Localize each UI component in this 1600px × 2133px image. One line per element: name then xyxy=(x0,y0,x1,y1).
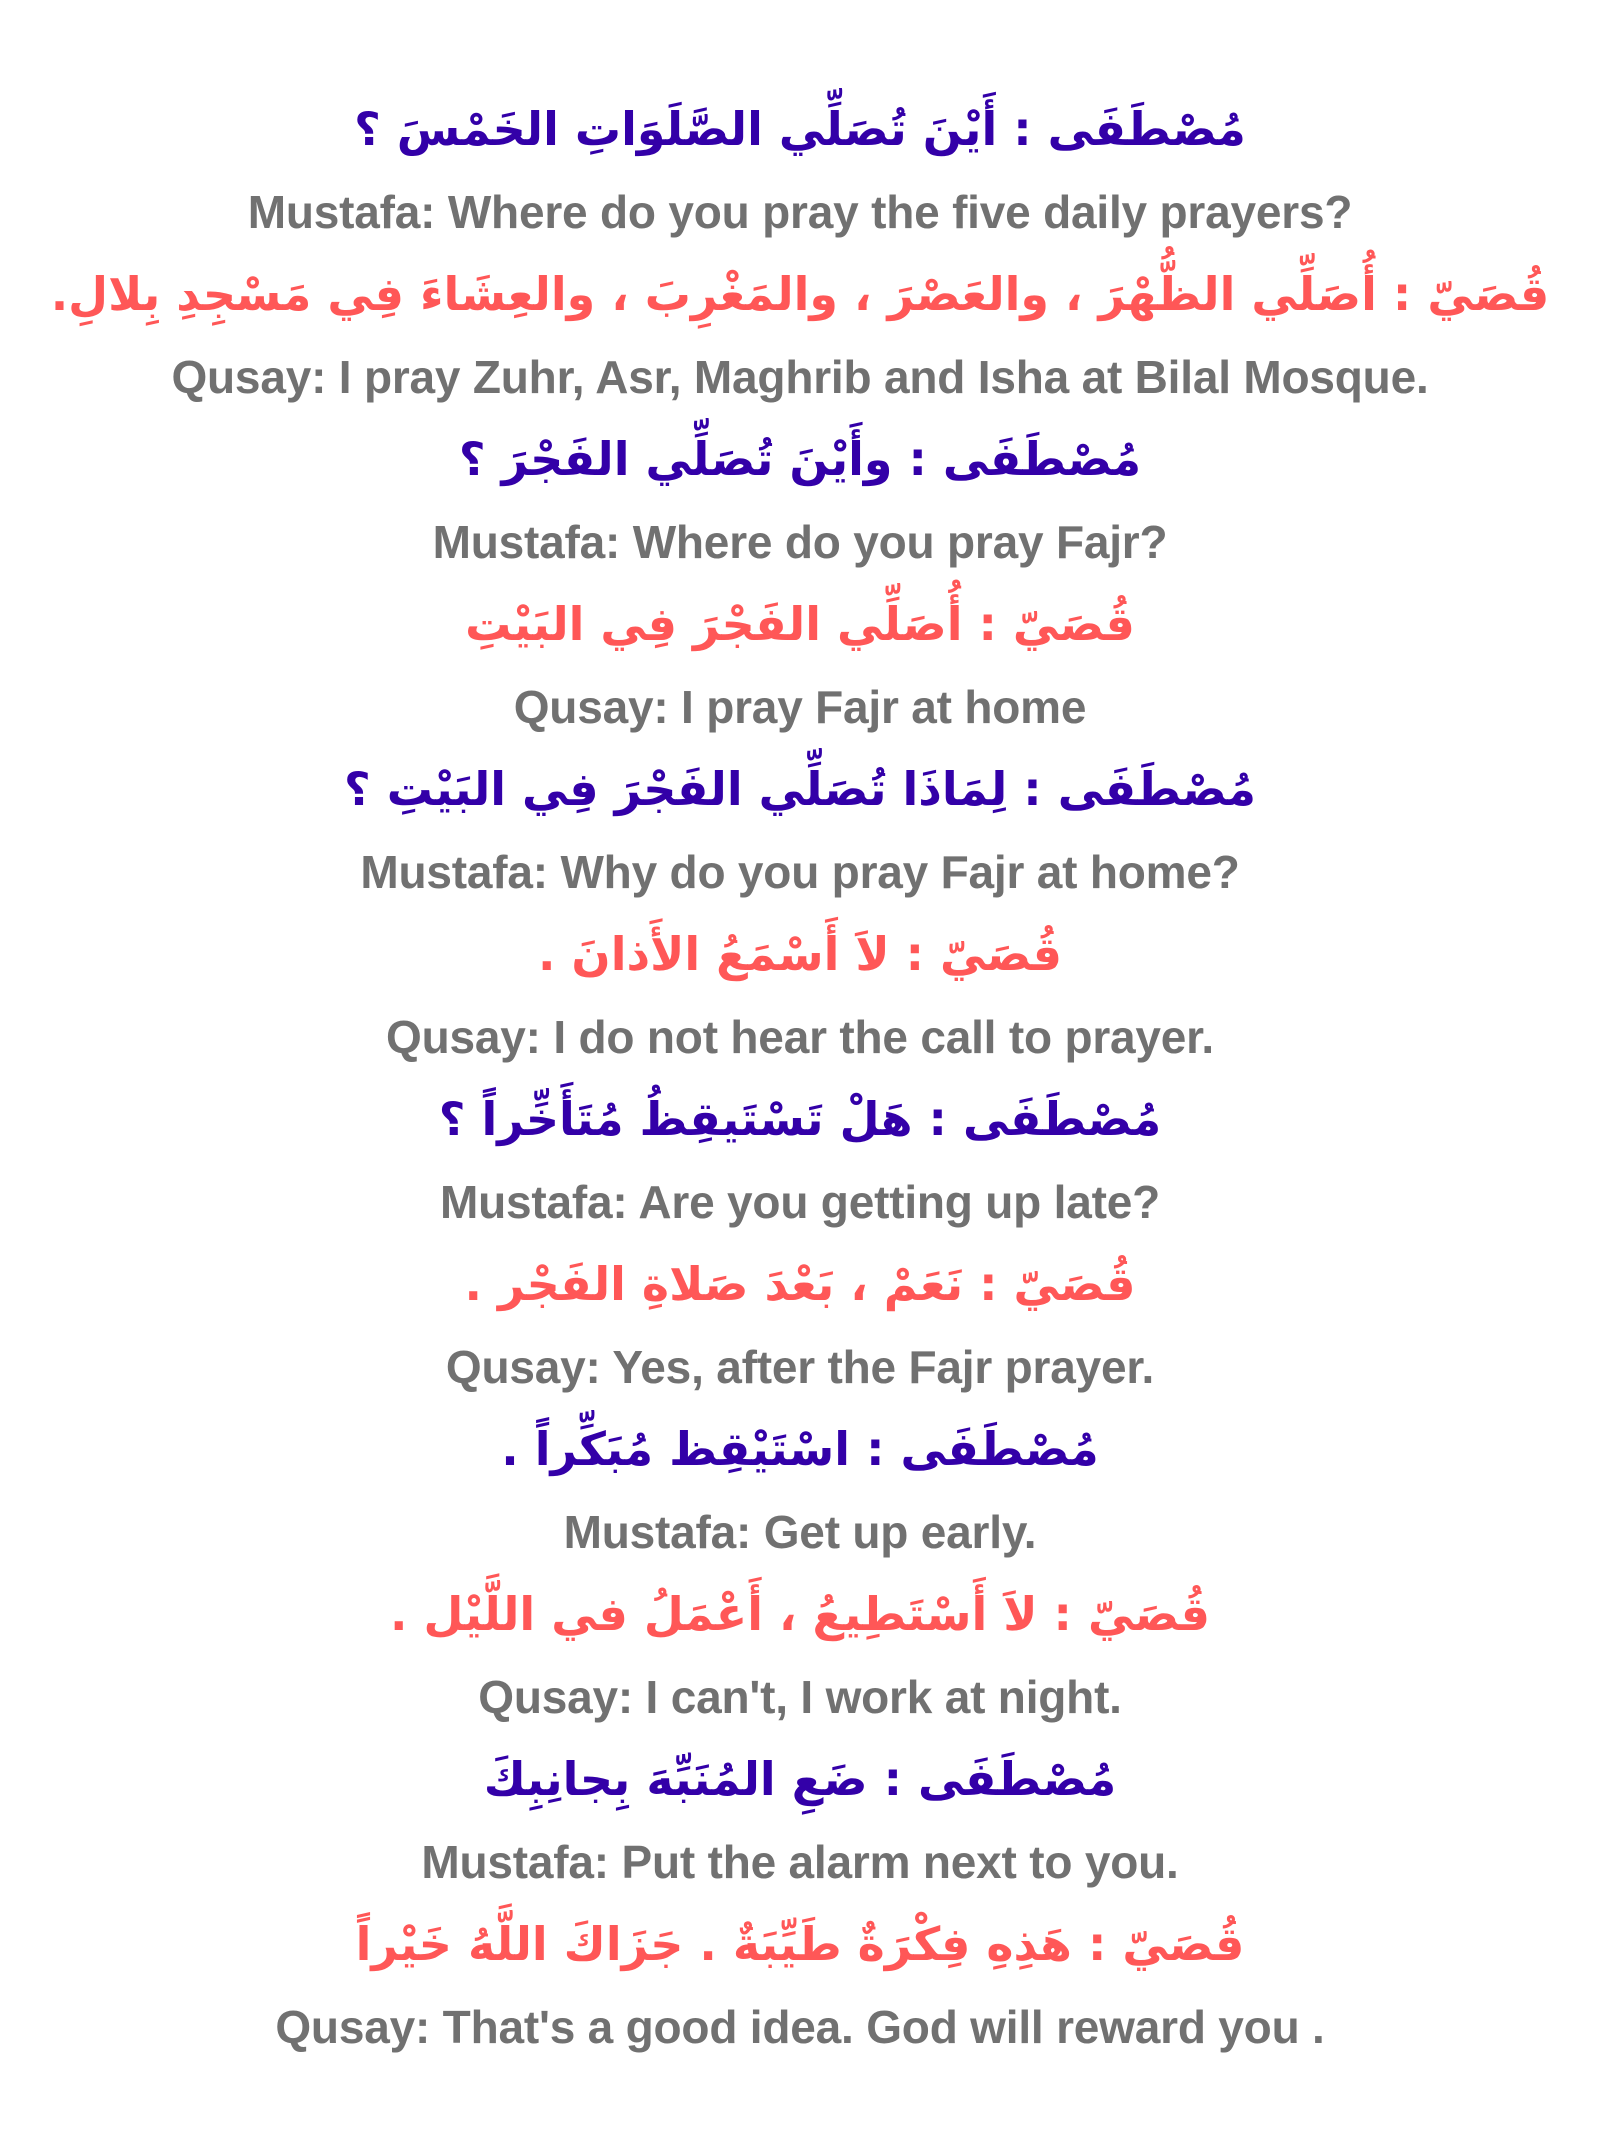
english-translation-mustafa: Mustafa: Where do you pray Fajr? xyxy=(432,515,1168,568)
english-translation-mustafa: Mustafa: Where do you pray the five daily prayers? xyxy=(247,185,1353,238)
english-translation-mustafa: Mustafa: Put the alarm next to you. xyxy=(421,1835,1179,1888)
arabic-line-mustafa: مُصْطَفَى : هَلْ تَسْتَيقِظُ مُتَأَخِّراً ؟ xyxy=(438,1092,1162,1146)
english-translation-qusay: Qusay: I pray Fajr at home xyxy=(513,680,1087,733)
arabic-line-qusay: قُصَيّ : هَذِهِ فِكْرَةٌ طَيِّبَةٌ . جَزَاكَ اللَّهُ خَيْراً xyxy=(355,1917,1245,1971)
english-translation-mustafa: Mustafa: Why do you pray Fajr at home? xyxy=(360,845,1240,898)
english-translation-qusay: Qusay: I do not hear the call to prayer. xyxy=(386,1010,1214,1063)
arabic-line-qusay: قُصَيّ : لاَ أَسْتَطِيعُ ، أَعْمَلُ في اللَّيْل . xyxy=(390,1587,1210,1641)
english-translation-qusay: Qusay: Yes, after the Fajr prayer. xyxy=(445,1340,1155,1393)
arabic-line-qusay: قُصَيّ : أُصَلِّي الفَجْرَ فِي البَيْتِ xyxy=(465,597,1135,651)
arabic-line-qusay: قُصَيّ : لاَ أَسْمَعُ الأَذانَ . xyxy=(537,927,1063,981)
english-translation-qusay: Qusay: I pray Zuhr, Asr, Maghrib and Isha at Bilal Mosque. xyxy=(171,350,1429,403)
english-translation-qusay: Qusay: That's a good idea. God will reward you . xyxy=(275,2000,1325,2053)
arabic-line-mustafa: مُصْطَفَى : ضَعِ المُنَبِّهَ بِجانِبِكَ xyxy=(483,1752,1117,1806)
arabic-line-mustafa: مُصْطَفَى : اسْتَيْقِظ مُبَكِّراً . xyxy=(501,1422,1099,1476)
arabic-line-mustafa: مُصْطَفَى : أَيْنَ تُصَلِّي الصَّلَوَاتِ الخَمْسَ ؟ xyxy=(354,102,1246,156)
english-translation-qusay: Qusay: I can't, I work at night. xyxy=(478,1670,1122,1723)
english-translation-mustafa: Mustafa: Are you getting up late? xyxy=(439,1175,1161,1228)
arabic-line-qusay: قُصَيّ : نَعَمْ ، بَعْدَ صَلاةِ الفَجْر . xyxy=(464,1257,1136,1311)
english-translation-mustafa: Mustafa: Get up early. xyxy=(563,1505,1037,1558)
arabic-line-mustafa: مُصْطَفَى : وأَيْنَ تُصَلِّي الفَجْرَ ؟ xyxy=(458,432,1142,486)
arabic-line-qusay: قُصَيّ : أُصَلِّي الظُّهْرَ ، والعَصْرَ ، والمَغْرِبَ ، والعِشَاءَ فِي مَسْجِدِ بِلالِ. xyxy=(50,267,1550,321)
arabic-line-mustafa: مُصْطَفَى : لِمَاذَا تُصَلِّي الفَجْرَ فِي البَيْتِ ؟ xyxy=(344,762,1256,816)
dialogue-document xyxy=(0,88,1600,2068)
